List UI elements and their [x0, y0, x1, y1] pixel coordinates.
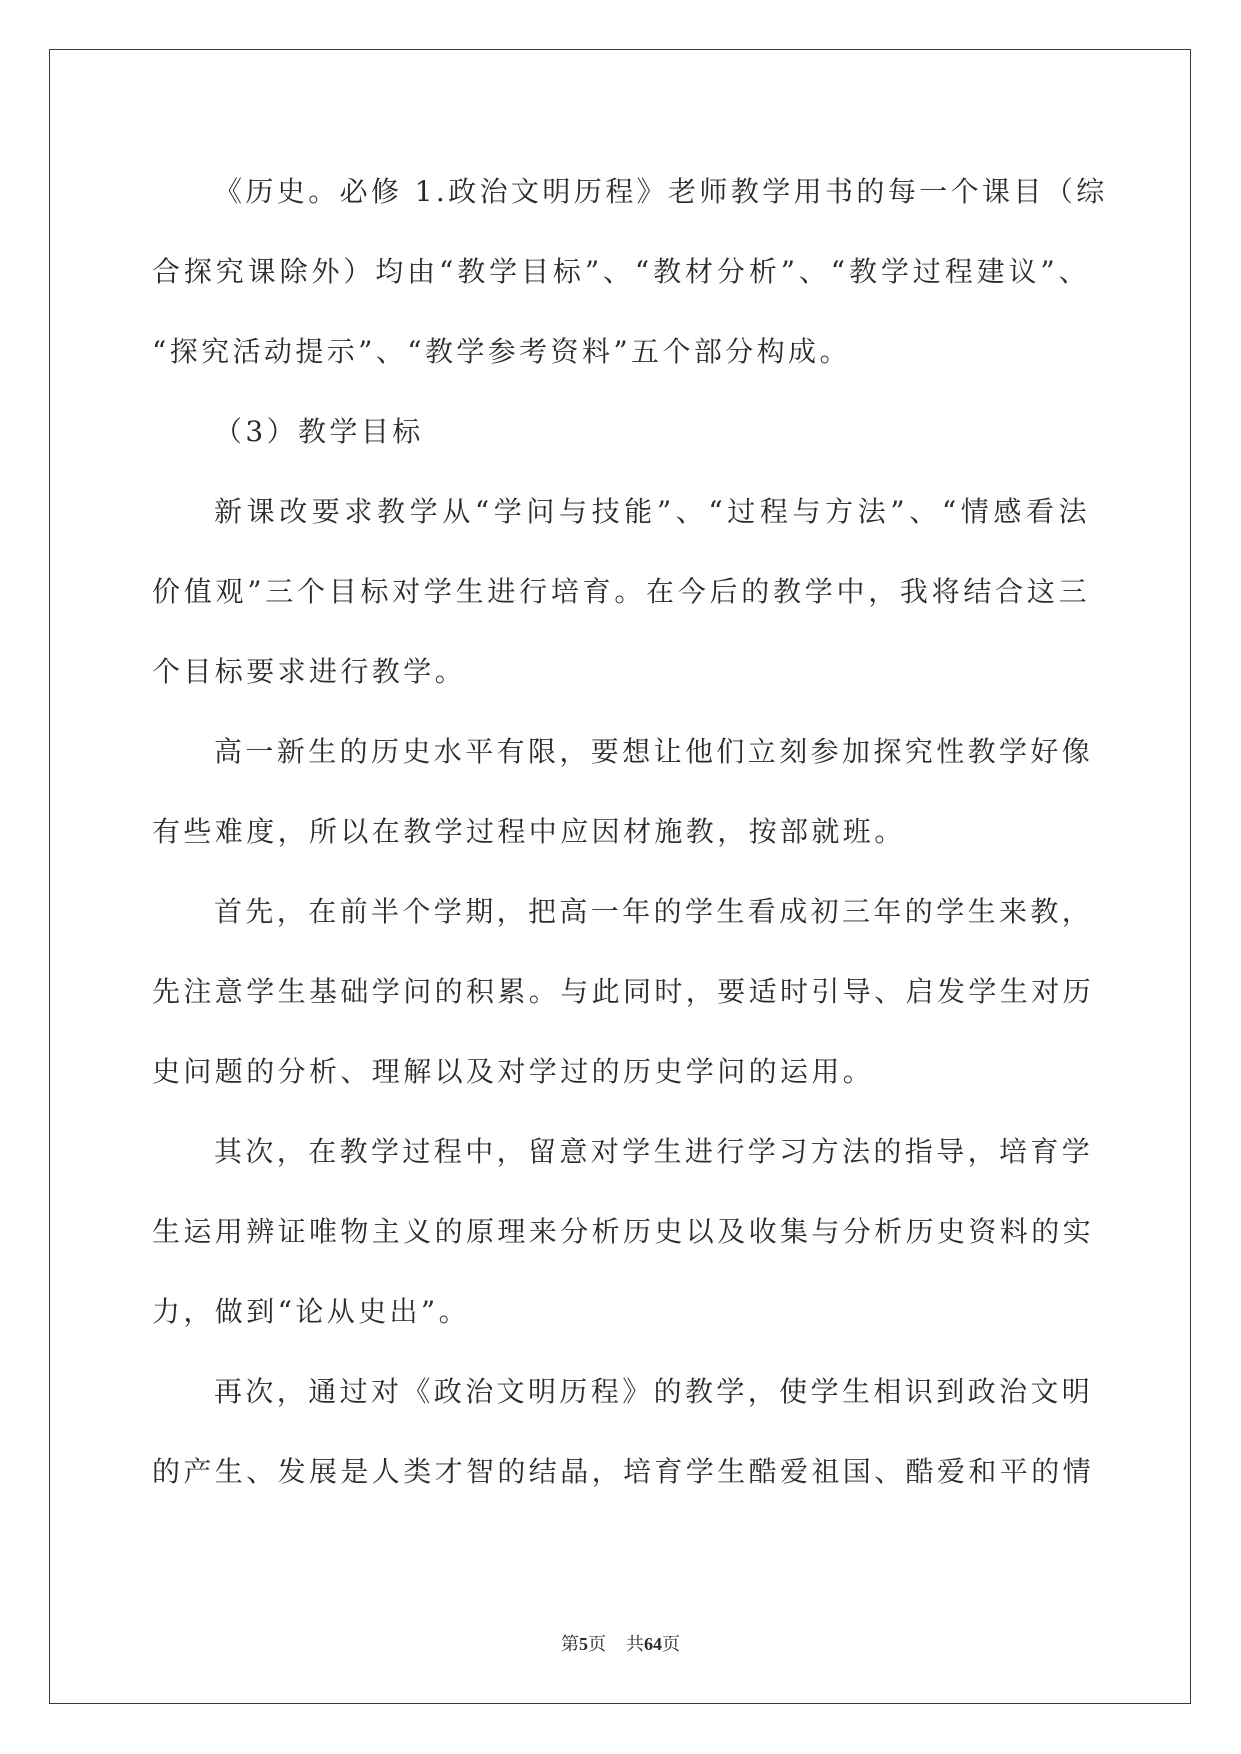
paragraph-line: 生运用辨证唯物主义的原理来分析历史以及收集与分析历史资料的实 [152, 1215, 1095, 1248]
footer-page-number: 5 [579, 1634, 588, 1654]
paragraph-line: 再次，通过对《政治文明历程》的教学，使学生相识到政治文明 [214, 1375, 1094, 1408]
paragraph-line: “探究活动提示”、“教学参考资料”五个部分构成。 [152, 335, 851, 368]
paragraph-line: 首先，在前半个学期，把高一年的学生看成初三年的学生来教， [214, 895, 1094, 928]
footer-page-prefix: 第 [561, 1634, 579, 1655]
paragraph-line: 的产生、发展是人类才智的结晶，培育学生酷爱祖国、酷爱和平的情 [152, 1455, 1095, 1488]
footer-total-suffix: 页 [662, 1634, 680, 1655]
paragraph-line: 合探究课除外）均由“教学目标”、“教材分析”、“教学过程建议”、 [152, 255, 1090, 288]
section-heading: （3）教学目标 [214, 415, 424, 448]
paragraph-line: 史问题的分析、理解以及对学过的历史学问的运用。 [152, 1055, 875, 1088]
paragraph-line: 新课改要求教学从“学问与技能”、“过程与方法”、“情感看法 [214, 495, 1090, 528]
paragraph-line: 先注意学生基础学问的积累。与此同时，要适时引导、启发学生对历 [152, 975, 1095, 1008]
footer-total-prefix: 共 [626, 1634, 644, 1655]
paragraph-line: 个目标要求进行教学。 [152, 655, 467, 688]
paragraph-line: 《历史。必修 1.政治文明历程》老师教学用书的每一个课目（综 [214, 175, 1108, 208]
paragraph-line: 高一新生的历史水平有限，要想让他们立刻参加探究性教学好像 [214, 735, 1094, 768]
footer-total-pages: 64 [644, 1634, 662, 1654]
paragraph-line: 有些难度，所以在教学过程中应因材施教，按部就班。 [152, 815, 906, 848]
paragraph-line: 其次，在教学过程中，留意对学生进行学习方法的指导，培育学 [214, 1135, 1094, 1168]
footer-page-suffix: 页 [588, 1634, 606, 1655]
paragraph-line: 力，做到“论从史出”。 [152, 1295, 471, 1328]
page-footer [0, 1632, 1241, 1657]
paragraph-line: 价值观”三个目标对学生进行培育。在今后的教学中，我将结合这三 [152, 575, 1090, 608]
